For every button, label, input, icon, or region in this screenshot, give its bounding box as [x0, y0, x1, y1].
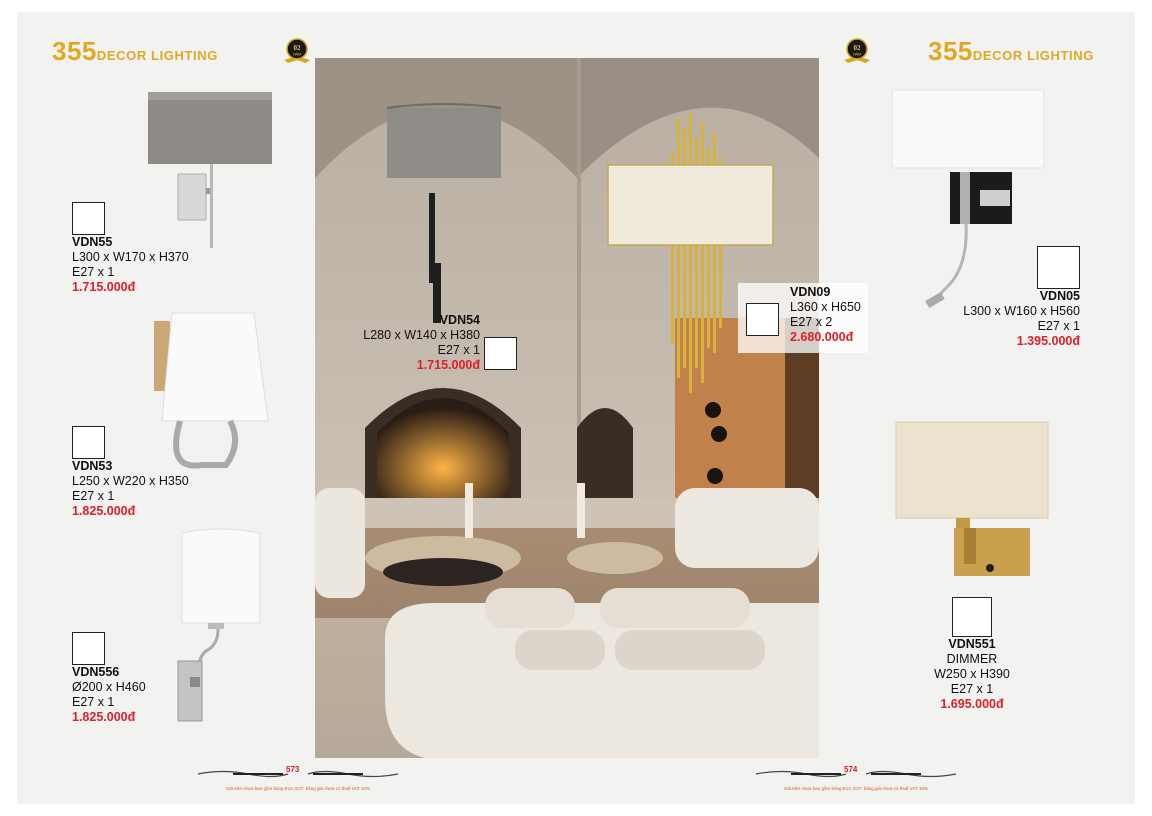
product-bulb: E27 x 1	[950, 682, 994, 696]
brand-logo-left: 355DECOR LIGHTING	[52, 36, 218, 66]
product-bulb: E27 x 2	[790, 315, 833, 329]
anniversary-badge-icon	[842, 38, 872, 64]
product-dimensions: Ø200 x H460	[72, 680, 146, 694]
footer-note: Giá trên chưa bao gồm bóng E14, E27; bảng giá chưa có thuế VAT 10%	[225, 786, 371, 791]
product-price: 1.715.000đ	[416, 358, 480, 372]
qr-code-icon[interactable]	[746, 303, 779, 336]
product-code: VDN54	[439, 313, 480, 327]
anniversary-badge-icon	[282, 38, 312, 64]
page-number: 574	[844, 765, 858, 774]
product-bulb: E27 x 1	[1037, 319, 1080, 333]
qr-code-icon[interactable]	[72, 632, 105, 665]
badge-label: NĂM	[853, 52, 861, 57]
product-vdn551	[912, 597, 1032, 712]
product-image-vdn556	[170, 527, 270, 727]
product-price: 1.825.000đ	[72, 710, 136, 724]
qr-code-icon[interactable]	[1037, 246, 1080, 289]
qr-code-icon[interactable]	[484, 337, 517, 370]
living-room-photo	[315, 58, 819, 758]
badge-number: 02	[853, 44, 861, 52]
product-vdn55	[72, 202, 189, 295]
product-code: VDN09	[790, 285, 831, 299]
product-image-vdn551	[892, 418, 1052, 583]
page-number: 573	[286, 765, 300, 774]
product-bulb: E27 x 1	[72, 489, 115, 503]
product-vdn53	[72, 426, 189, 519]
product-code: VDN05	[1039, 289, 1080, 303]
product-price: 1.715.000đ	[72, 280, 136, 294]
product-bulb: E27 x 1	[437, 343, 480, 357]
product-price: 1.395.000đ	[1016, 334, 1080, 348]
product-dimensions: L250 x W220 x H350	[72, 474, 189, 488]
brand-logo-right: 355DECOR LIGHTING	[928, 36, 1094, 66]
product-dimensions: L300 x W160 x H560	[963, 304, 1080, 318]
product-code: VDN55	[72, 235, 113, 249]
product-price: 1.825.000đ	[72, 504, 136, 518]
qr-code-icon[interactable]	[72, 426, 105, 459]
footer-left	[193, 765, 403, 791]
product-bulb: E27 x 1	[72, 695, 115, 709]
product-vdn556	[72, 632, 146, 725]
product-dimensions: W250 x H390	[934, 667, 1010, 681]
product-dimensions: L300 x W170 x H370	[72, 250, 189, 264]
footer-note: Giá trên chưa bao gồm bóng E14, E27; bảng giá chưa có thuế VAT 10%	[783, 786, 929, 791]
product-code: VDN556	[72, 665, 120, 679]
product-vdn09	[738, 283, 868, 353]
badge-label: NĂM	[293, 52, 301, 57]
product-price: 2.680.000đ	[790, 330, 854, 344]
product-vdn05	[940, 246, 1080, 349]
footer-right	[751, 765, 961, 791]
product-feature: DIMMER	[946, 652, 998, 666]
product-bulb: E27 x 1	[72, 265, 115, 279]
product-vdn54	[350, 313, 480, 373]
badge-number: 02	[293, 44, 301, 52]
product-dimensions: L360 x H650	[790, 300, 861, 314]
product-code: VDN53	[72, 459, 113, 473]
qr-code-icon[interactable]	[952, 597, 992, 637]
product-code: VDN551	[948, 637, 996, 651]
product-dimensions: L280 x W140 x H380	[363, 328, 480, 342]
product-price: 1.695.000đ	[940, 697, 1004, 711]
qr-code-icon[interactable]	[72, 202, 105, 235]
